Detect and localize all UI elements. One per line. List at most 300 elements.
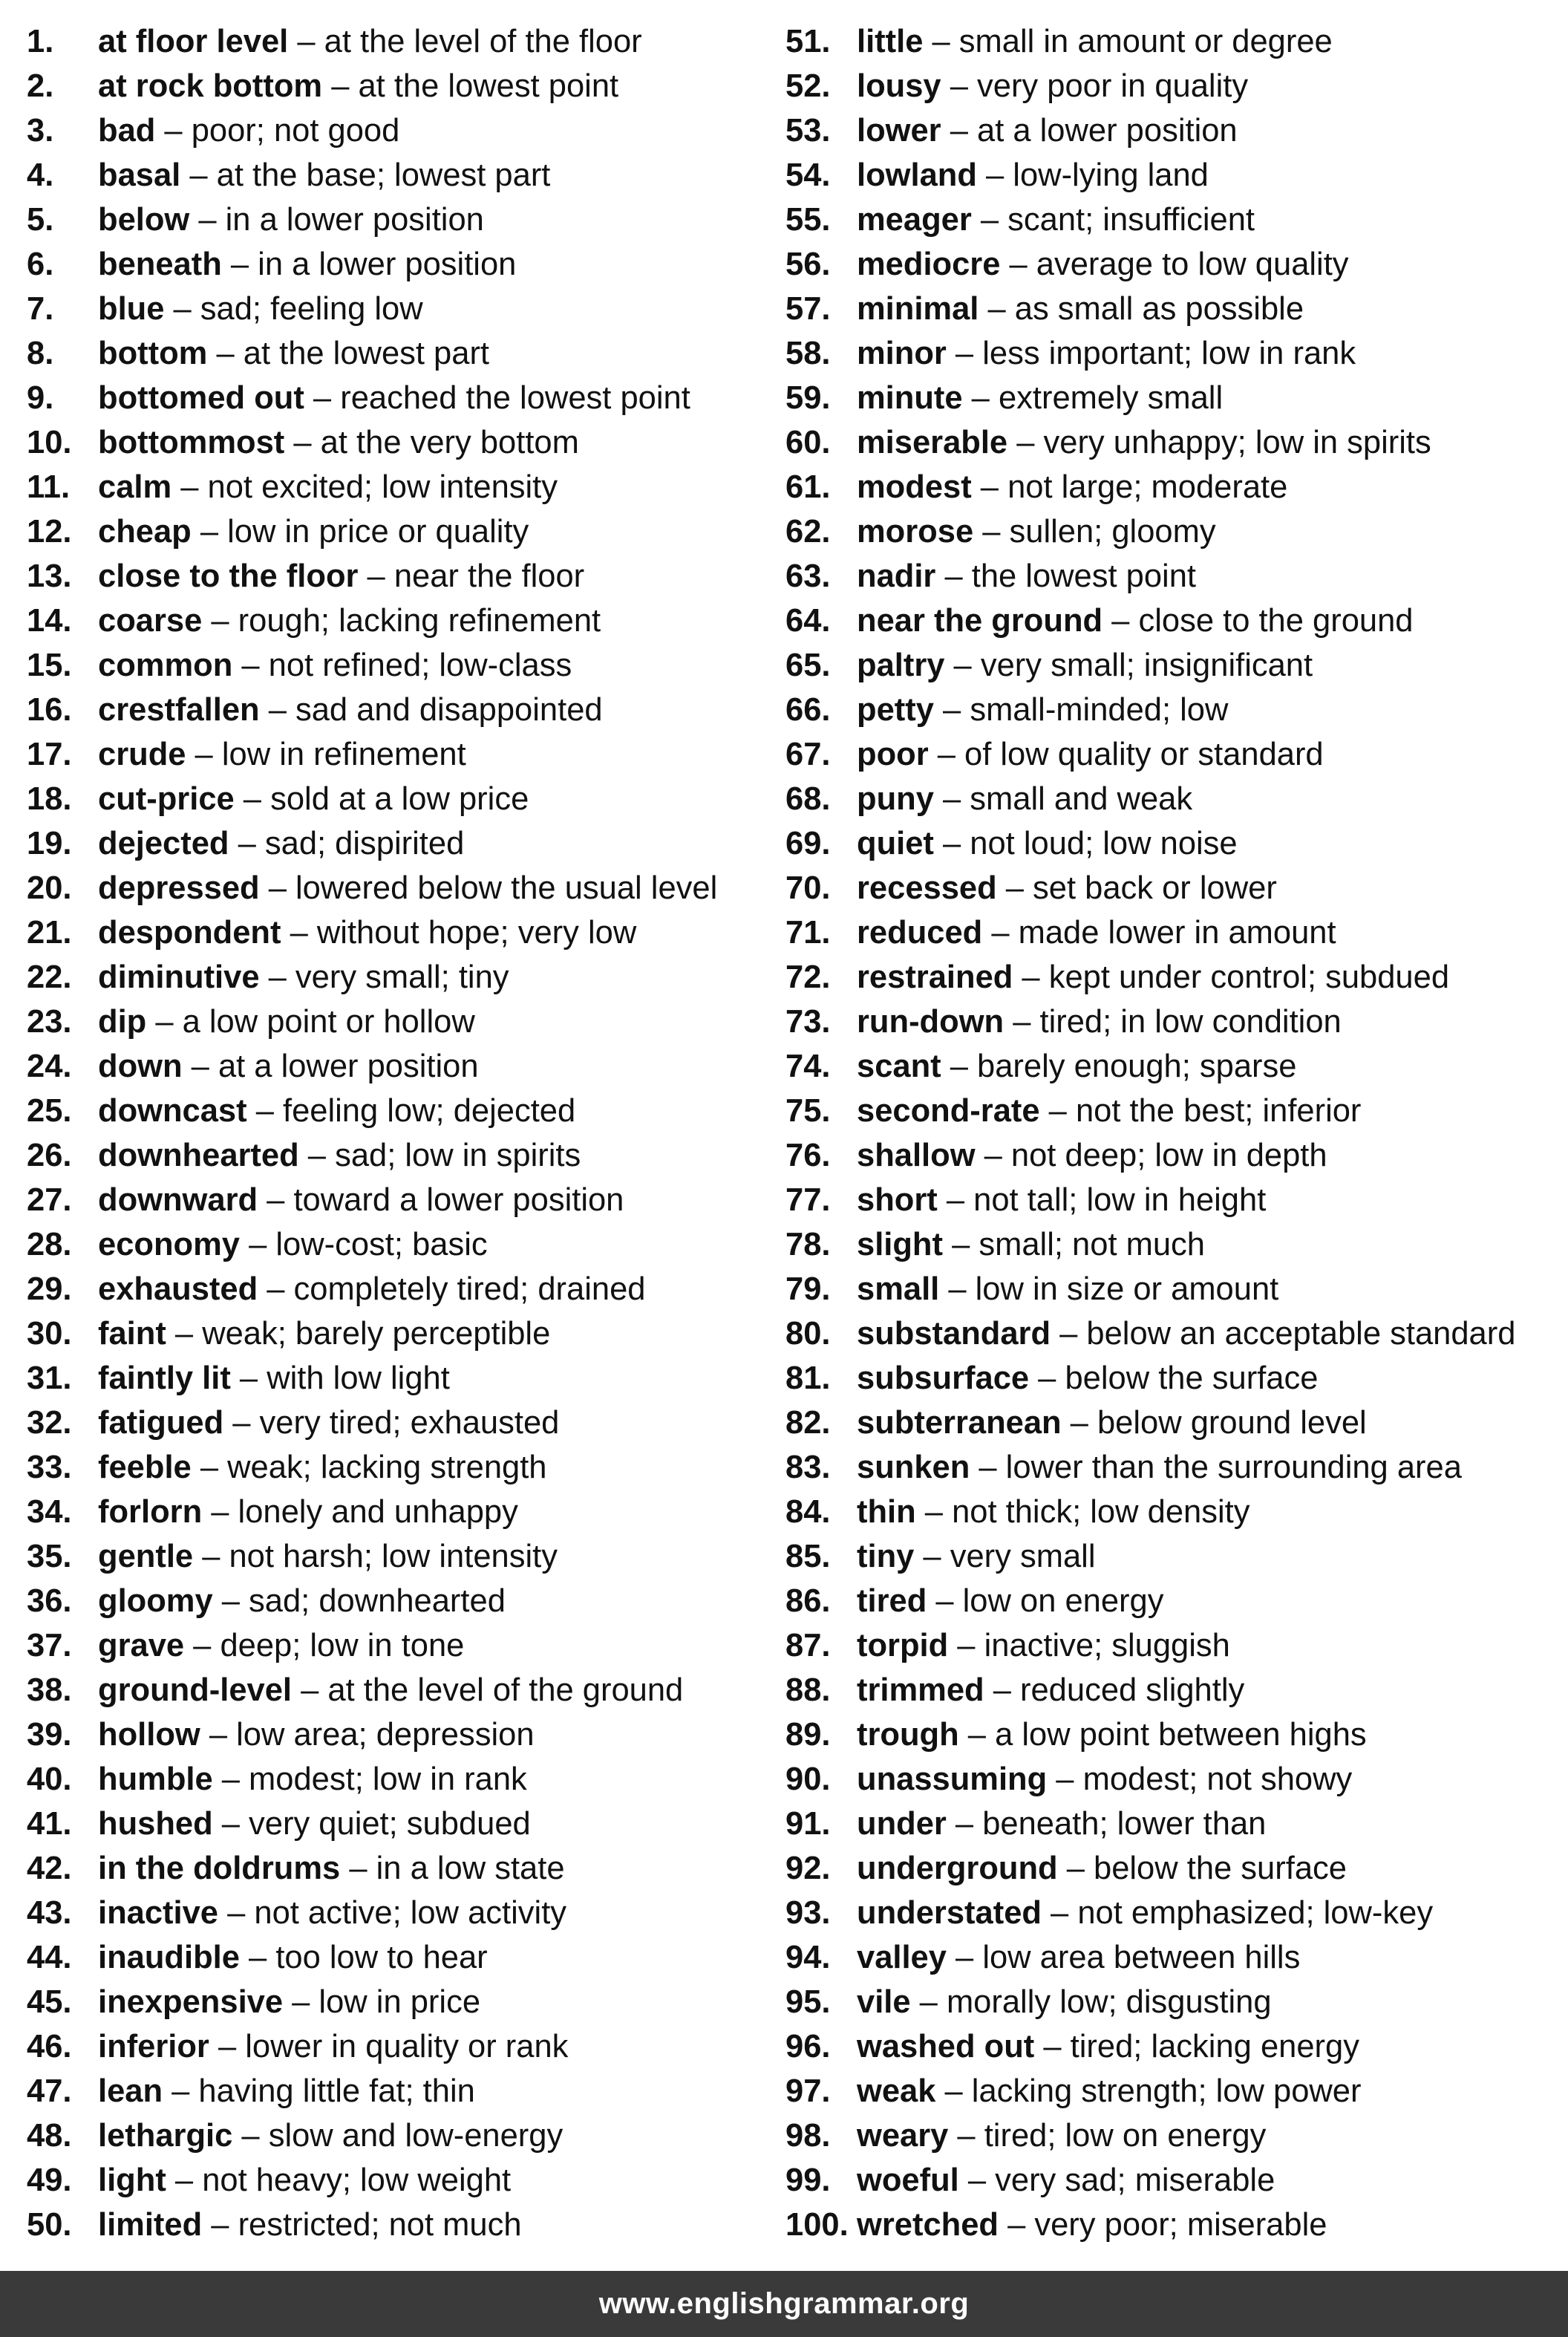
- item-separator: –: [166, 2162, 203, 2198]
- item-word: weak: [857, 2073, 936, 2109]
- item-definition: rough; lacking refinement: [238, 603, 601, 639]
- item-separator: –: [209, 2029, 246, 2064]
- item-definition: tired; in low condition: [1039, 1004, 1342, 1040]
- item-word: petty: [857, 692, 934, 728]
- item-word: coarse: [98, 603, 203, 639]
- item-definition: lower in quality or rank: [245, 2029, 569, 2064]
- item-number: 38.: [27, 1672, 72, 1708]
- item-number: 66.: [785, 692, 831, 728]
- item-number: 8.: [27, 336, 54, 371]
- item-word: forlorn: [98, 1494, 203, 1530]
- item-number: 95.: [785, 1984, 831, 2020]
- item-separator: –: [923, 24, 959, 59]
- item-number: 96.: [785, 2029, 831, 2064]
- item-word: trimmed: [857, 1672, 984, 1708]
- item-word: downhearted: [98, 1138, 299, 1173]
- item-content: [857, 910, 1336, 955]
- item-number: 33.: [27, 1450, 72, 1485]
- list-item: [27, 1490, 777, 1534]
- item-content: [98, 643, 572, 688]
- list-item: [27, 2069, 777, 2113]
- item-separator: –: [200, 1717, 237, 1753]
- item-definition: kept under control; subdued: [1048, 959, 1450, 995]
- item-content: [98, 2024, 568, 2069]
- list-item: [785, 1980, 1568, 2024]
- list-item: [785, 2113, 1568, 2158]
- item-content: [857, 2203, 1327, 2247]
- list-item: [27, 19, 777, 64]
- item-number: 44.: [27, 1940, 72, 1975]
- item-separator: –: [212, 1806, 249, 1842]
- list-item: [785, 287, 1568, 331]
- item-definition: very quiet; subdued: [249, 1806, 531, 1842]
- item-separator: –: [941, 1049, 978, 1084]
- item-definition: lonely and unhappy: [238, 1494, 518, 1530]
- item-number: 63.: [785, 558, 831, 594]
- item-number: 23.: [27, 1004, 72, 1040]
- item-content: [857, 2069, 1361, 2113]
- item-separator: –: [928, 737, 965, 772]
- item-word: underground: [857, 1851, 1058, 1886]
- item-number: 78.: [785, 1227, 831, 1262]
- item-content: [857, 376, 1223, 420]
- item-word: subsurface: [857, 1360, 1030, 1396]
- item-content: [98, 2113, 563, 2158]
- item-word: downward: [98, 1182, 258, 1218]
- item-separator: –: [1061, 1405, 1097, 1441]
- item-content: [857, 420, 1431, 465]
- item-definition: small; not much: [979, 1227, 1205, 1262]
- item-separator: –: [259, 959, 295, 995]
- item-number: 18.: [27, 781, 72, 817]
- item-separator: –: [943, 1227, 979, 1262]
- item-definition: below the surface: [1094, 1851, 1347, 1886]
- item-definition: at the lowest part: [243, 336, 490, 371]
- item-separator: –: [915, 1494, 953, 1530]
- item-definition: reached the lowest point: [340, 380, 690, 416]
- item-word: inexpensive: [98, 1984, 284, 2020]
- item-separator: –: [935, 2073, 972, 2109]
- item-separator: –: [232, 2118, 269, 2154]
- item-separator: –: [996, 870, 1033, 906]
- list-item: [785, 732, 1568, 777]
- item-definition: below ground level: [1097, 1405, 1367, 1441]
- item-separator: –: [191, 1450, 228, 1485]
- item-content: [98, 198, 484, 242]
- item-content: [98, 732, 466, 777]
- item-definition: weak; lacking strength: [227, 1450, 547, 1485]
- item-number: 98.: [785, 2118, 831, 2154]
- list-item: [27, 1623, 777, 1668]
- item-definition: at a lower position: [218, 1049, 479, 1084]
- item-number: 72.: [785, 959, 831, 995]
- item-word: bottom: [98, 336, 208, 371]
- item-separator: –: [232, 648, 269, 683]
- item-content: [857, 688, 1228, 732]
- item-definition: small in amount or degree: [958, 24, 1333, 59]
- list-item: [27, 331, 777, 376]
- item-number: 71.: [785, 915, 831, 951]
- list-item: [785, 1579, 1568, 1623]
- item-word: thin: [857, 1494, 916, 1530]
- list-item: [785, 1891, 1568, 1935]
- item-number: 99.: [785, 2162, 831, 2198]
- item-number: 27.: [27, 1182, 72, 1218]
- item-word: lousy: [857, 68, 941, 104]
- item-word: sunken: [857, 1450, 970, 1485]
- item-number: 30.: [27, 1316, 72, 1352]
- item-word: substandard: [857, 1316, 1051, 1352]
- item-separator: –: [1034, 2029, 1071, 2064]
- item-content: [857, 955, 1449, 1000]
- item-number: 100.: [785, 2207, 849, 2243]
- item-separator: –: [1004, 1004, 1040, 1040]
- item-definition: made lower in amount: [1018, 915, 1336, 951]
- item-word: second-rate: [857, 1093, 1040, 1129]
- list-item: [785, 1222, 1568, 1267]
- item-separator: –: [202, 1494, 238, 1530]
- list-item: [27, 1267, 777, 1311]
- item-definition: sad; feeling low: [200, 291, 423, 327]
- item-number: 97.: [785, 2073, 831, 2109]
- list-item: [785, 554, 1568, 599]
- item-definition: low in price or quality: [227, 514, 529, 550]
- item-number: 24.: [27, 1049, 72, 1084]
- item-number: 77.: [785, 1182, 831, 1218]
- item-word: faint: [98, 1316, 166, 1352]
- list-item: [27, 1445, 777, 1490]
- item-number: 87.: [785, 1628, 831, 1663]
- list-item: [785, 331, 1568, 376]
- item-separator: –: [946, 1940, 983, 1975]
- item-number: 37.: [27, 1628, 72, 1663]
- item-content: [857, 1401, 1367, 1445]
- item-definition: low area between hills: [982, 1940, 1301, 1975]
- list-item: [785, 777, 1568, 821]
- item-number: 42.: [27, 1851, 72, 1886]
- item-separator: –: [207, 336, 244, 371]
- item-number: 93.: [785, 1895, 831, 1931]
- list-item: [785, 1623, 1568, 1668]
- item-definition: restricted; not much: [238, 2207, 522, 2243]
- item-definition: poor; not good: [191, 113, 400, 149]
- item-content: [857, 554, 1196, 599]
- item-definition: low-cost; basic: [275, 1227, 488, 1262]
- list-item: [785, 1089, 1568, 1133]
- item-definition: in a lower position: [258, 247, 517, 282]
- item-content: [857, 509, 1216, 554]
- item-content: [857, 1579, 1163, 1623]
- item-definition: very poor; miserable: [1034, 2207, 1327, 2243]
- item-content: [98, 599, 601, 643]
- list-item: [27, 866, 777, 910]
- list-item: [785, 1668, 1568, 1712]
- item-content: [98, 1044, 479, 1089]
- item-content: [98, 509, 529, 554]
- item-content: [98, 420, 579, 465]
- item-separator: –: [1051, 1316, 1087, 1352]
- item-content: [98, 777, 529, 821]
- item-separator: –: [982, 915, 1019, 951]
- item-word: shallow: [857, 1138, 976, 1173]
- item-content: [857, 1891, 1433, 1935]
- item-number: 34.: [27, 1494, 72, 1530]
- item-word: lethargic: [98, 2118, 233, 2154]
- item-content: [98, 1445, 547, 1490]
- item-content: [98, 1846, 565, 1891]
- item-content: [857, 1133, 1327, 1178]
- item-separator: –: [933, 692, 970, 728]
- item-number: 94.: [785, 1940, 831, 1975]
- item-word: torpid: [857, 1628, 949, 1663]
- item-separator: –: [1047, 1761, 1083, 1797]
- item-separator: –: [946, 1806, 983, 1842]
- item-word: scant: [857, 1049, 941, 1084]
- item-separator: –: [218, 1895, 255, 1931]
- item-number: 80.: [785, 1316, 831, 1352]
- list-item: [27, 821, 777, 866]
- item-separator: –: [281, 915, 317, 951]
- item-number: 57.: [785, 291, 831, 327]
- item-definition: slow and low-energy: [268, 2118, 564, 2154]
- item-definition: sold at a low price: [270, 781, 529, 817]
- item-word: under: [857, 1806, 947, 1842]
- item-separator: –: [944, 648, 981, 683]
- item-number: 41.: [27, 1806, 72, 1842]
- list-item: [785, 242, 1568, 287]
- item-content: [857, 866, 1277, 910]
- item-content: [98, 1133, 581, 1178]
- item-content: [98, 1267, 645, 1311]
- item-separator: –: [239, 1940, 276, 1975]
- list-item: [785, 153, 1568, 198]
- item-definition: extremely small: [998, 380, 1224, 416]
- item-content: [857, 1089, 1361, 1133]
- item-definition: below the surface: [1065, 1360, 1319, 1396]
- item-word: paltry: [857, 648, 945, 683]
- item-content: [857, 1445, 1462, 1490]
- footer-website-link[interactable]: www.englishgrammar.org: [598, 2287, 970, 2320]
- item-word: inaudible: [98, 1940, 240, 1975]
- item-separator: –: [1039, 1093, 1076, 1129]
- item-number: 14.: [27, 603, 72, 639]
- item-definition: weak; barely perceptible: [202, 1316, 551, 1352]
- item-separator: –: [230, 1360, 267, 1396]
- item-definition: beneath; lower than: [982, 1806, 1267, 1842]
- item-definition: not the best; inferior: [1075, 1093, 1362, 1129]
- item-separator: –: [962, 380, 999, 416]
- list-item: [27, 376, 777, 420]
- item-separator: –: [941, 68, 977, 104]
- list-item: [785, 599, 1568, 643]
- list-item: [27, 2024, 777, 2069]
- item-separator: –: [304, 380, 341, 416]
- item-definition: very small; tiny: [295, 959, 509, 995]
- item-separator: –: [958, 2162, 996, 2198]
- item-separator: –: [939, 1271, 976, 1307]
- item-separator: –: [1000, 247, 1036, 282]
- item-definition: having little fat; thin: [198, 2073, 475, 2109]
- item-definition: not harsh; low intensity: [229, 1539, 558, 1574]
- item-word: near the ground: [857, 603, 1103, 639]
- item-number: 1.: [27, 24, 54, 59]
- item-number: 47.: [27, 2073, 72, 2109]
- item-content: [857, 1044, 1296, 1089]
- list-item: [27, 1311, 777, 1356]
- list-item: [785, 2024, 1568, 2069]
- item-definition: a low point between highs: [995, 1717, 1367, 1753]
- item-content: [98, 1980, 480, 2024]
- item-word: grave: [98, 1628, 185, 1663]
- item-number: 73.: [785, 1004, 831, 1040]
- item-definition: average to low quality: [1036, 247, 1349, 282]
- item-word: in the doldrums: [98, 1851, 341, 1886]
- item-separator: –: [973, 514, 1010, 550]
- item-separator: –: [998, 2207, 1035, 2243]
- item-definition: near the floor: [393, 558, 585, 594]
- item-separator: –: [259, 870, 295, 906]
- item-content: [857, 1267, 1278, 1311]
- item-content: [98, 242, 516, 287]
- item-separator: –: [146, 1004, 183, 1040]
- list-item: [785, 1267, 1568, 1311]
- item-number: 61.: [785, 469, 831, 505]
- item-separator: –: [927, 1583, 963, 1619]
- list-item: [27, 1133, 777, 1178]
- item-definition: reduced slightly: [1020, 1672, 1245, 1708]
- item-number: 54.: [785, 157, 831, 193]
- item-content: [857, 1980, 1272, 2024]
- list-item: [785, 688, 1568, 732]
- item-number: 67.: [785, 737, 831, 772]
- item-number: 84.: [785, 1494, 831, 1530]
- item-word: lean: [98, 2073, 163, 2109]
- item-number: 29.: [27, 1271, 72, 1307]
- item-definition: very poor in quality: [977, 68, 1249, 104]
- list-item: [785, 2069, 1568, 2113]
- list-item: [27, 108, 777, 153]
- item-definition: completely tired; drained: [293, 1271, 646, 1307]
- list-item: [785, 1133, 1568, 1178]
- item-content: [98, 64, 618, 108]
- item-word: inactive: [98, 1895, 218, 1931]
- item-number: 82.: [785, 1405, 831, 1441]
- item-word: subterranean: [857, 1405, 1062, 1441]
- list-item: [27, 1000, 777, 1044]
- list-item: [27, 509, 777, 554]
- item-separator: –: [914, 1539, 950, 1574]
- item-definition: small and weak: [970, 781, 1193, 817]
- item-number: 83.: [785, 1450, 831, 1485]
- item-content: [857, 1935, 1300, 1980]
- item-separator: –: [340, 1851, 376, 1886]
- item-number: 16.: [27, 692, 72, 728]
- item-content: [857, 1846, 1347, 1891]
- list-item: [785, 1356, 1568, 1401]
- item-separator: –: [239, 1227, 276, 1262]
- item-number: 64.: [785, 603, 831, 639]
- item-content: [98, 19, 642, 64]
- item-number: 68.: [785, 781, 831, 817]
- list-item: [785, 955, 1568, 1000]
- item-content: [857, 287, 1304, 331]
- item-word: ground-level: [98, 1672, 293, 1708]
- list-item: [785, 1311, 1568, 1356]
- item-content: [857, 643, 1313, 688]
- item-definition: not large; moderate: [1007, 469, 1288, 505]
- item-number: 90.: [785, 1761, 831, 1797]
- item-word: despondent: [98, 915, 281, 951]
- item-content: [857, 198, 1255, 242]
- item-separator: –: [234, 781, 271, 817]
- item-separator: –: [933, 826, 970, 861]
- item-definition: not excited; low intensity: [207, 469, 558, 505]
- item-separator: –: [258, 1271, 294, 1307]
- item-number: 85.: [785, 1539, 831, 1574]
- item-content: [857, 1757, 1352, 1802]
- list-item: [27, 1935, 777, 1980]
- item-separator: –: [212, 1761, 249, 1797]
- item-number: 20.: [27, 870, 72, 906]
- item-content: [857, 1222, 1205, 1267]
- item-word: inferior: [98, 2029, 209, 2064]
- item-separator: –: [191, 514, 228, 550]
- item-word: trough: [857, 1717, 959, 1753]
- list-item: [27, 1579, 777, 1623]
- item-word: gentle: [98, 1539, 194, 1574]
- item-number: 60.: [785, 425, 831, 460]
- item-number: 21.: [27, 915, 72, 951]
- item-word: humble: [98, 1761, 213, 1797]
- item-definition: sad; downhearted: [249, 1583, 506, 1619]
- item-word: unassuming: [857, 1761, 1048, 1797]
- item-content: [857, 64, 1248, 108]
- item-definition: feeling low; dejected: [283, 1093, 576, 1129]
- item-definition: sad; dispirited: [264, 826, 465, 861]
- item-content: [98, 108, 399, 153]
- item-number: 3.: [27, 113, 54, 149]
- item-word: below: [98, 202, 190, 238]
- item-separator: –: [971, 202, 1008, 238]
- item-definition: in a lower position: [225, 202, 484, 238]
- item-number: 19.: [27, 826, 72, 861]
- item-number: 43.: [27, 1895, 72, 1931]
- item-content: [857, 1178, 1266, 1222]
- list-item: [27, 242, 777, 287]
- list-item: [27, 1356, 777, 1401]
- item-definition: with low light: [267, 1360, 450, 1396]
- item-word: calm: [98, 469, 172, 505]
- list-item: [27, 1089, 777, 1133]
- list-item: [27, 1802, 777, 1846]
- item-number: 28.: [27, 1227, 72, 1262]
- item-definition: small-minded; low: [970, 692, 1229, 728]
- item-separator: –: [288, 24, 324, 59]
- item-word: dejected: [98, 826, 229, 861]
- item-separator: –: [1057, 1851, 1094, 1886]
- item-content: [98, 1356, 450, 1401]
- item-separator: –: [948, 1628, 984, 1663]
- item-content: [98, 1712, 535, 1757]
- item-number: 6.: [27, 247, 54, 282]
- item-separator: –: [1007, 425, 1044, 460]
- item-content: [98, 821, 464, 866]
- item-word: at floor level: [98, 24, 289, 59]
- item-content: [857, 599, 1413, 643]
- item-separator: –: [283, 1984, 319, 2020]
- item-number: 62.: [785, 514, 831, 550]
- item-word: woeful: [857, 2162, 959, 2198]
